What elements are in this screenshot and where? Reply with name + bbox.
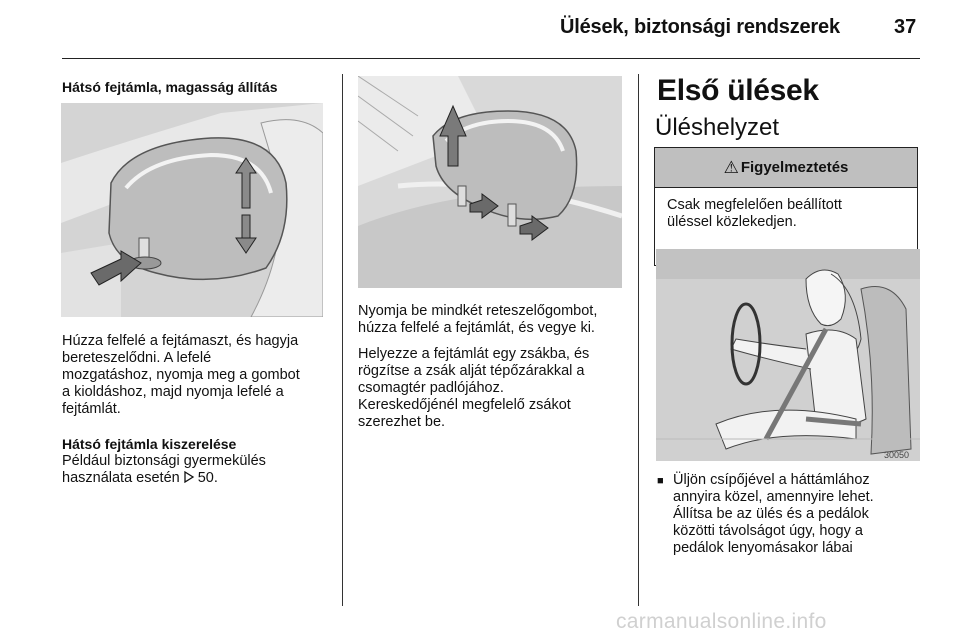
watermark: carmanualsonline.info (616, 610, 827, 633)
column-divider-2 (638, 74, 639, 606)
bullet-marker: ■ (657, 475, 664, 487)
figure-number: 30050 (884, 450, 910, 460)
warning-text: Csak megfelelően beállított üléssel közlekedjen. (667, 197, 842, 230)
subheading-headrest-removal: Hátsó fejtámla kiszerelése (62, 436, 237, 452)
running-header-title: Ülések, biztonsági rendszerek (560, 16, 840, 38)
driver-seating-illustration (656, 249, 920, 461)
seat-position-figure (656, 249, 920, 461)
seating-position-bullet-text: Üljön csípőjével a háttámlához annyira közel, amennyire lehet. Állítsa be az ülés és a pedálok közötti távolságot úgy, hogy a pedálok lenyomásakor lábai (673, 472, 874, 556)
arrow-reference-icon (184, 471, 195, 483)
warning-title: Figyelmeztetés (740, 159, 849, 176)
warning-triangle-icon: ⚠ (723, 157, 739, 177)
headrest-height-illustration (61, 103, 323, 317)
headrest-height-figure (61, 103, 323, 317)
headrest-removal-figure (358, 76, 622, 288)
warning-header (655, 148, 917, 188)
store-headrest-instructions: Helyezze a fejtámlát egy zsákba, és rögzítse a zsák alját tépőzárakkal a csomagtér padlójához. Kereskedőjénél megfelelő zsákot szerezhet be. (358, 346, 590, 430)
subsection-title-seat-position: Üléshelyzet (655, 114, 780, 141)
page-number: 37 (894, 16, 917, 38)
page-reference: 50. (197, 470, 218, 486)
header-divider (62, 58, 920, 59)
section-heading-headrest-height: Hátsó fejtámla, magasság állítás (62, 79, 278, 95)
section-title-front-seats: Első ülések (657, 74, 819, 107)
headrest-removal-text-prefix: Például biztonsági gyermekülés használata esetén (62, 453, 266, 486)
remove-headrest-instructions: Nyomja be mindkét reteszelőgombot, húzza felfelé a fejtámlát, és vegye ki. (358, 303, 598, 336)
headrest-adjust-instructions: Húzza felfelé a fejtámaszt, és hagyja bereteszelődni. A lefelé mozgatáshoz, nyomja meg a gombot a kioldáshoz, majd nyomja lefelé a fejtámlát. (62, 333, 300, 417)
headrest-removal-illustration (358, 76, 622, 288)
column-divider-1 (342, 74, 343, 606)
headrest-removal-text (62, 453, 332, 487)
